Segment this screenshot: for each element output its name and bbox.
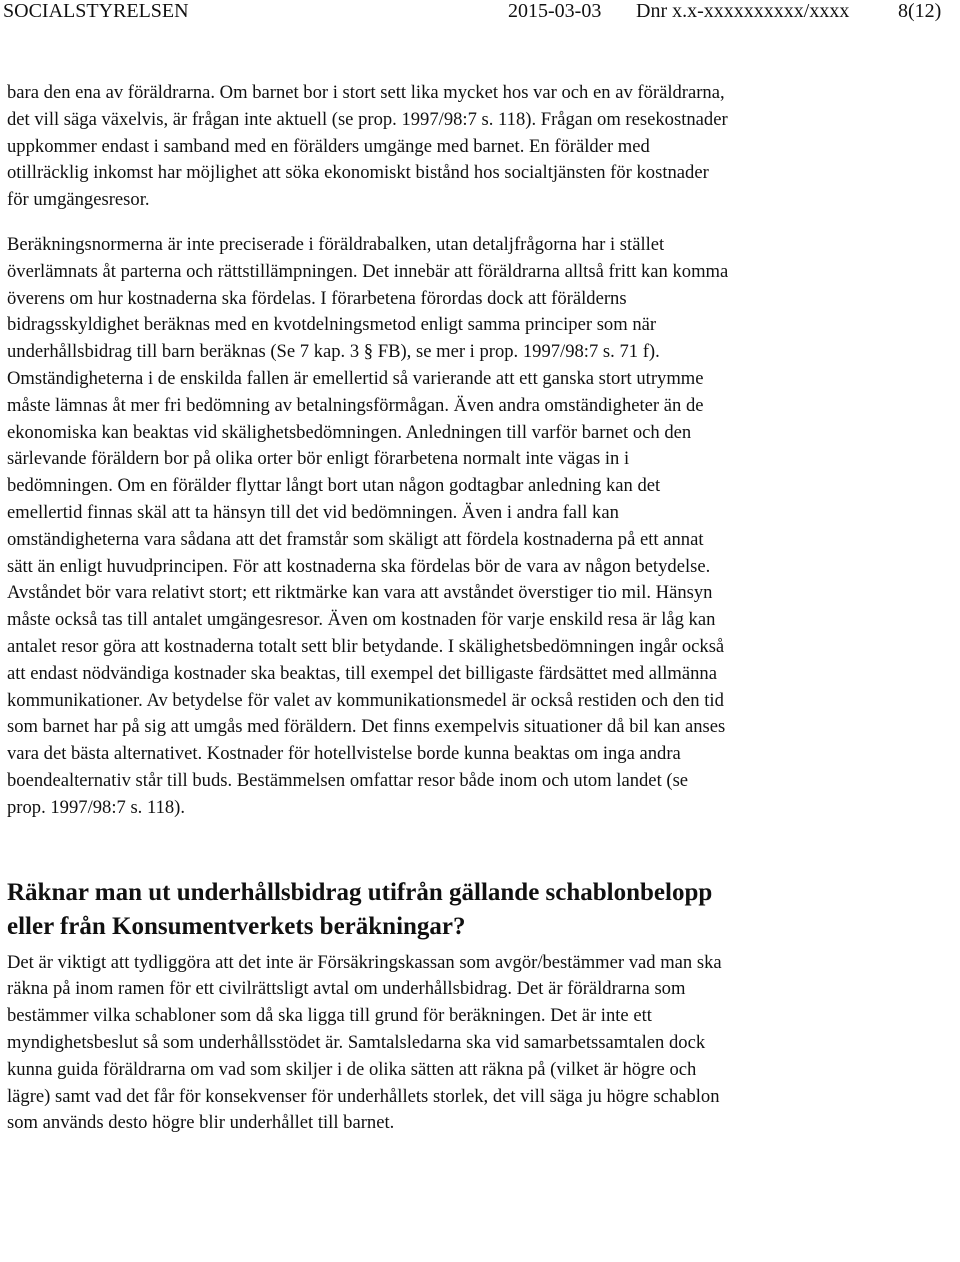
page-header bbox=[0, 0, 960, 26]
header-page-number: 8(12) bbox=[898, 0, 942, 22]
paragraph-travel-costs: bara den ena av föräldrarna. Om barnet bor i stort sett lika mycket hos var och en av föräldrarna, det vill säga växelvis, är frågan inte aktuell (se prop. 1997/98:7 s. 118). Frågan om resekostnader uppkommer endast i samband med en förälders umgänge med barnet. En förälder med otillräcklig inkomst har möjlighet att söka ekonomiskt bistånd hos socialtjänsten för kostnader för umgängesresor. bbox=[7, 82, 728, 211]
header-organization: SOCIALSTYRELSEN bbox=[3, 0, 189, 22]
document-body bbox=[7, 80, 729, 1137]
header-reference-number: Dnr x.x-xxxxxxxxxx/xxxx bbox=[636, 0, 850, 22]
header-date: 2015-03-03 bbox=[508, 0, 602, 22]
paragraph-calculation-norms: Beräkningsnormerna är inte preciserade i föräldrabalken, utan detaljfrågorna har i stället överlämnats åt parterna och rättstillämpningen. Det innebär att föräldrarna alltså fritt kan komma överens om hur kostnaderna ska fördelas. I förarbetena förordas dock att förälderns bidragsskyldighet beräknas med en kvotdelningsmetod enligt samma principer som när underhållsbidrag till barn beräknas (Se 7 kap. 3 § FB), se mer i prop. 1997/98:7 s. 71 f). Omständigheterna i de enskilda fallen är emellertid så varierande att ett ganska stort utrymme måste lämnas åt mer fri bedömning av betalningsförmågan. Även andra omständigheter än de ekonomiska kan beaktas vid skälighetsbedömningen. Anledningen till varför barnet och den särlevande föräldern bor på olika orter bör enligt förarbetena normalt inte vägas in i bedömningen. Om en förälder flyttar långt bort utan någon godtagbar anledning kan det emellertid finnas skäl att ta hänsyn till det vid bedömningen. Även i andra fall kan omständigheterna vara sådana att det framstår som skäligt att fördela kostnaderna på ett annat sätt än enligt huvudprincipen. För att kostnaderna ska fördelas bör de vara av någon betydelse. Avståndet bör vara relativt stort; ett riktmärke kan vara att avståndet överstiger tio mil. Hänsyn måste också tas till antalet umgängesresor. Även om kostnaden för varje enskild resa är låg kan antalet resor göra att kostnaderna totalt sett blir betydande. I skälighetsbedömningen ingår också att endast nödvändiga kostnader ska beaktas, till exempel det billigaste färdsättet med allmänna kommunikationer. Av betydelse för valet av kommunikationsmedel är också restiden och den tid som barnet har på sig att umgås med föräldern. Det finns exempelvis situationer då bil kan anses vara det bästa alternativet. Kostnader för hotellvistelse borde kunna beaktas om inga andra boendealternativ står till buds. Bestämmelsen omfattar resor både inom och utom landet (se prop. 1997/98:7 s. 118). bbox=[7, 233, 729, 818]
section-heading: Räknar man ut underhållsbidrag utifrån gällande schablonbelopp eller från Konsumentverkets beräkningar? bbox=[7, 878, 713, 940]
paragraph-maintenance-support: Det är viktigt att tydliggöra att det inte är Försäkringskassan som avgör/bestämmer vad man ska räkna på inom ramen för ett civilrättsligt avtal om underhållsbidrag. Det är föräldrarna som bestämmer vilka schabloner som då ska ligga till grund för beräkningen. Det är inte ett myndighetsbeslut så som underhållsstödet är. Samtalsledarna ska vid samarbetssamtalen dock kunna guida föräldrarna om vad som skiljer i de olika sätten att räkna på (vilket är högre och lägre) samt vad det får för konsekvenser för underhållets storlek, det vill säga ju högre schablon som används desto högre blir underhållet till barnet. bbox=[7, 951, 722, 1134]
